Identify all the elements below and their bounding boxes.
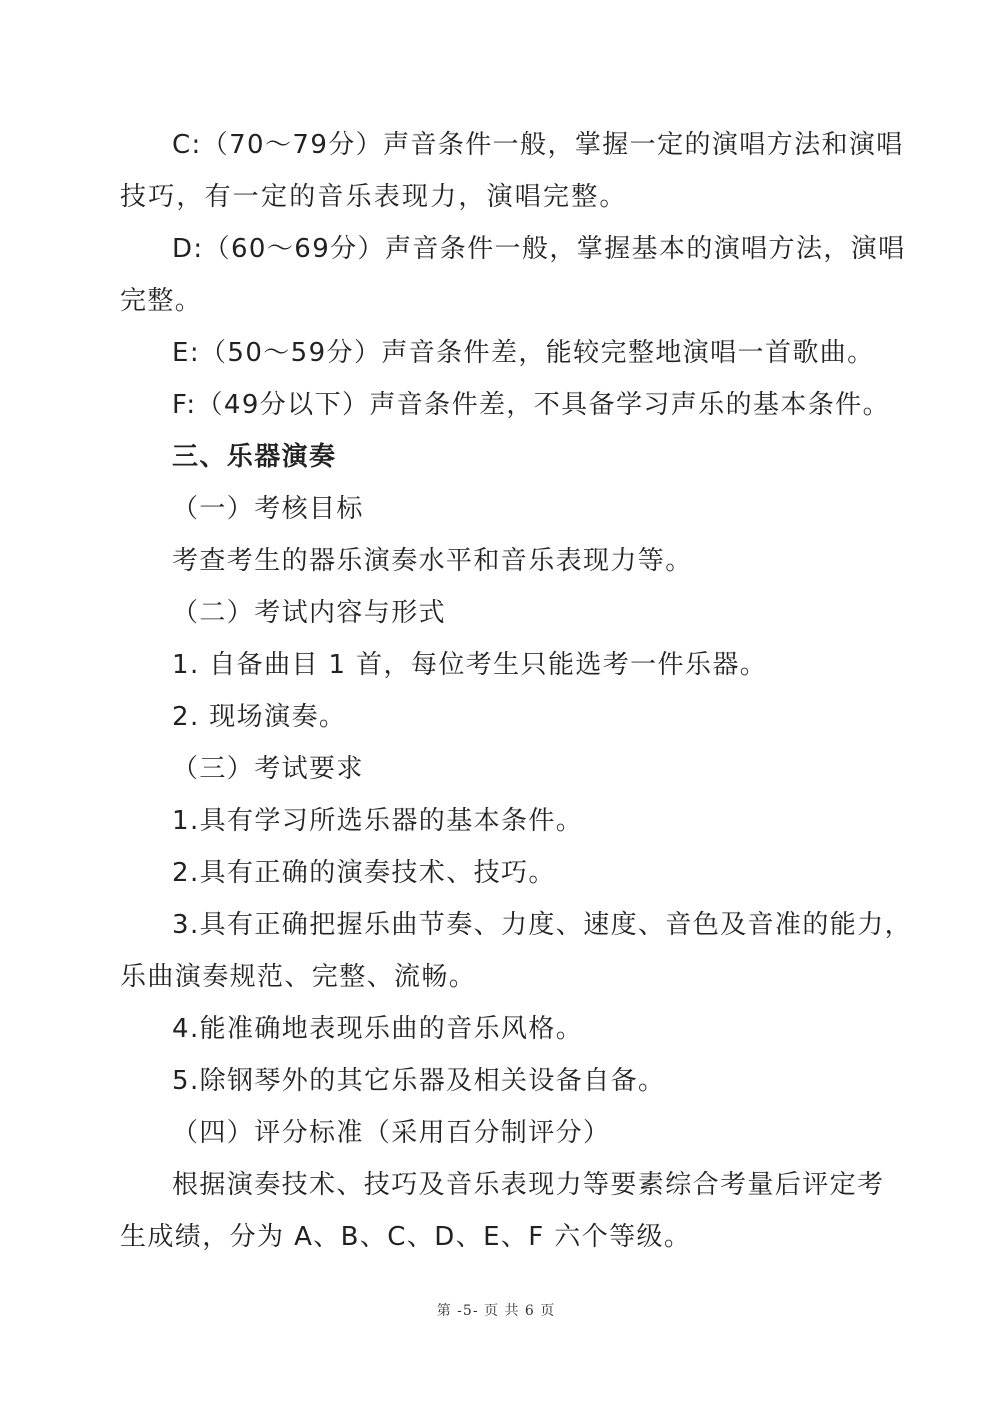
sub4-text-line1: 根据演奏技术、技巧及音乐表现力等要素综合考量后评定考 xyxy=(172,1170,885,1200)
section3-heading: 三、乐器演奏 xyxy=(172,442,337,472)
grade-d-line2: 完整。 xyxy=(120,286,203,316)
sub2-item1: 1. 自备曲目 1 首，每位考生只能选考一件乐器。 xyxy=(172,650,768,680)
sub4-heading: （四）评分标准（采用百分制评分） xyxy=(172,1118,611,1148)
sub2-item2: 2. 现场演奏。 xyxy=(172,702,347,732)
sub3-item1: 1.具有学习所选乐器的基本条件。 xyxy=(172,806,584,836)
sub3-item4: 4.能准确地表现乐曲的音乐风格。 xyxy=(172,1014,584,1044)
sub3-item2: 2.具有正确的演奏技术、技巧。 xyxy=(172,858,556,888)
sub3-item3-line1: 3.具有正确把握乐曲节奏、力度、速度、音色及音准的能力， xyxy=(172,910,913,940)
grade-c-line2: 技巧，有一定的音乐表现力，演唱完整。 xyxy=(120,182,628,212)
sub2-heading: （二）考试内容与形式 xyxy=(172,598,447,628)
sub3-item5: 5.除钢琴外的其它乐器及相关设备自备。 xyxy=(172,1066,666,1096)
grade-e: E:（50～59分）声音条件差，能较完整地演唱一首歌曲。 xyxy=(172,338,875,368)
sub1-text: 考查考生的器乐演奏水平和音乐表现力等。 xyxy=(172,546,693,576)
sub3-item3-line2: 乐曲演奏规范、完整、流畅。 xyxy=(120,962,477,992)
sub3-heading: （三）考试要求 xyxy=(172,754,364,784)
grade-d-line1: D:（60～69分）声音条件一般，掌握基本的演唱方法，演唱 xyxy=(172,234,906,264)
sub4-text-line2: 生成绩，分为 A、B、C、D、E、F 六个等级。 xyxy=(120,1222,692,1252)
grade-c-line1: C:（70～79分）声音条件一般，掌握一定的演唱方法和演唱 xyxy=(172,130,904,160)
sub1-heading: （一）考核目标 xyxy=(172,494,364,524)
grade-f: F:（49分以下）声音条件差，不具备学习声乐的基本条件。 xyxy=(172,390,890,420)
page-footer: 第 -5- 页 共 6 页 xyxy=(436,1303,556,1319)
